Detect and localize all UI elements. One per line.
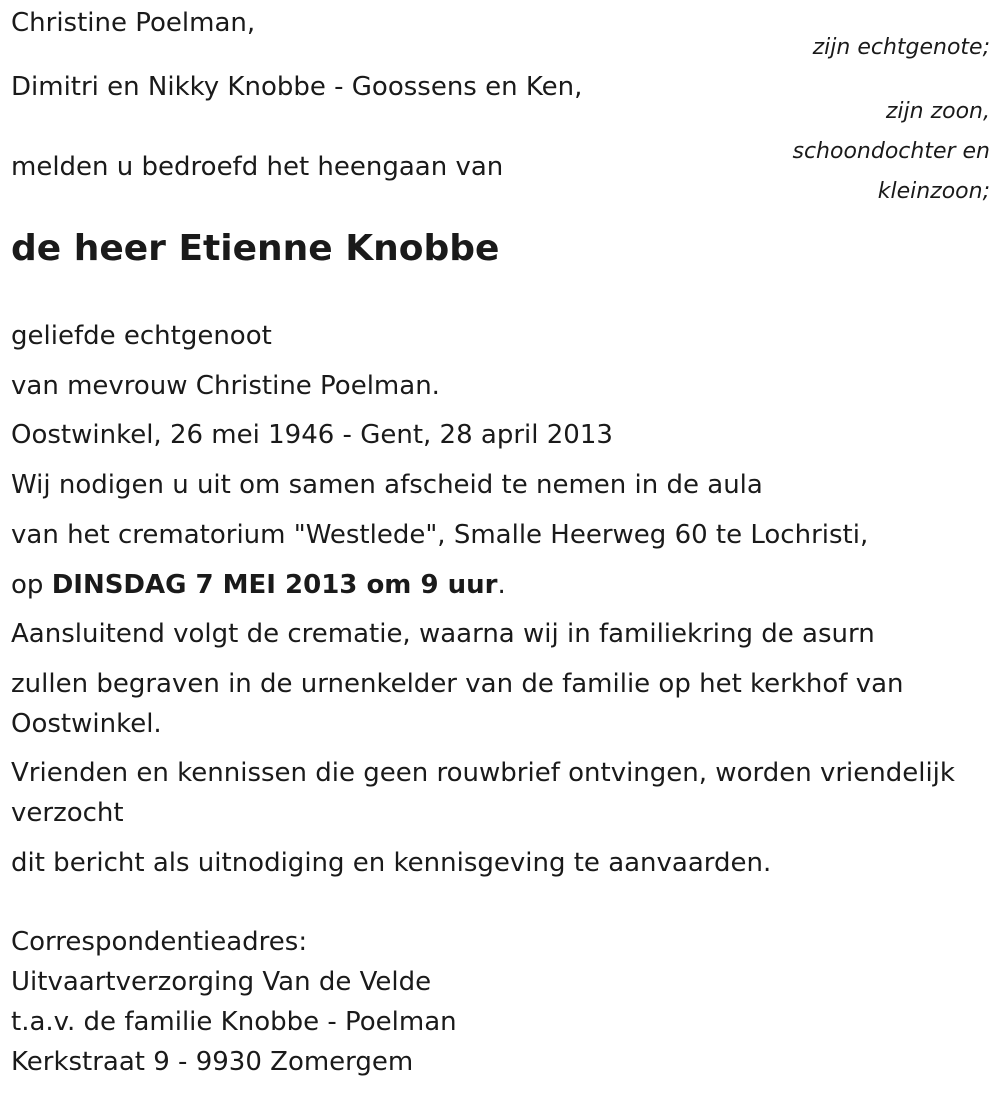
body-line-2: van mevrouw Christine Poelman. — [11, 371, 440, 401]
relation-children — [792, 92, 990, 212]
body-line-1: geliefde echtgenoot — [11, 321, 272, 351]
relation-grandson: kleinzoon; — [877, 179, 990, 204]
ceremony-suffix: . — [497, 570, 506, 600]
ceremony-date: DINSDAG 7 MEI 2013 om 9 uur — [51, 570, 498, 600]
ceremony-prefix: op — [11, 570, 52, 600]
correspondence-line-3: Kerkstraat 9 - 9930 Zomergem — [11, 1047, 414, 1077]
relation-son: zijn zoon, — [885, 99, 990, 124]
body-line-5: van het crematorium "Westlede", Smalle Heerweg 60 te Lochristi, — [11, 520, 869, 550]
body-line-7: Aansluitend volgt de crematie, waarna wij in familiekring de asurn — [11, 619, 875, 649]
body-line-10: dit bericht als uitnodiging en kennisgeving te aanvaarden. — [11, 848, 772, 878]
correspondence-line-1: Uitvaartverzorging Van de Velde — [11, 967, 432, 997]
family-line-spouse: Christine Poelman, — [11, 8, 256, 38]
correspondence-label: Correspondentieadres: — [11, 927, 308, 957]
correspondence-line-2: t.a.v. de familie Knobbe - Poelman — [11, 1007, 457, 1037]
deceased-name: de heer Etienne Knobbe — [11, 228, 500, 269]
relation-spouse: zijn echtgenote; — [812, 35, 990, 60]
announcement-intro: melden u bedroefd het heengaan van — [11, 152, 504, 182]
relation-daughter-in-law: schoondochter en — [792, 139, 990, 164]
body-line-8: zullen begraven in de urnenkelder van de familie op het kerkhof van Oostwinkel. — [11, 669, 904, 739]
life-dates: Oostwinkel, 26 mei 1946 - Gent, 28 april 2013 — [11, 420, 613, 450]
ceremony-date-line — [11, 565, 986, 605]
family-line-children: Dimitri en Nikky Knobbe - Goossens en Ken, — [11, 72, 583, 102]
body-line-9: Vrienden en kennissen die geen rouwbrief ontvingen, worden vriendelijk verzocht — [11, 758, 955, 828]
body-line-4: Wij nodigen u uit om samen afscheid te nemen in de aula — [11, 470, 763, 500]
